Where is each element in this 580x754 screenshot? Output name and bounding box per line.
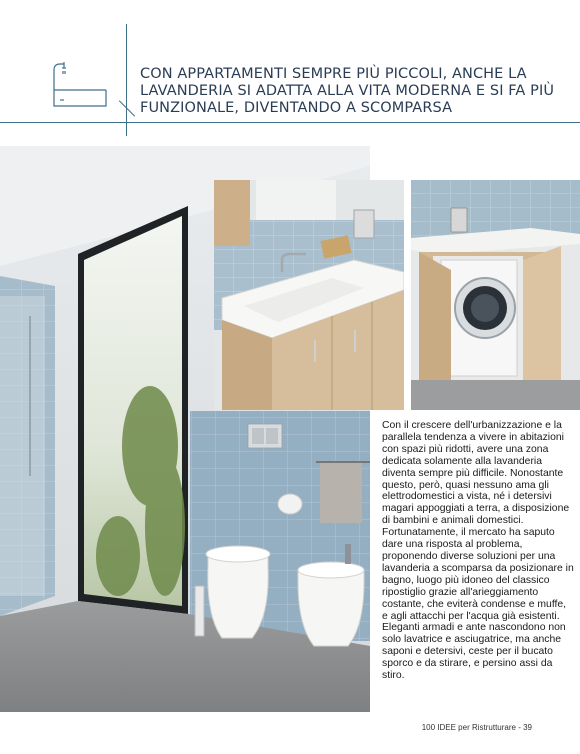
bathroom-icon [50,60,110,110]
header-vertical-rule [126,24,127,136]
header-diagonal-mark [119,100,135,116]
hidden-washer-photo [411,180,580,410]
header-rule [0,122,580,123]
laundry-sink-photo [214,180,404,410]
article-body: Con il crescere dell'urbanizzazione e la parallela tendenza a vivere in abitazioni con spazi più ridotti, avere una zona dedicata solamente alla lavanderia diventa sempre più difficile. Nonostante questo, però, quasi nessuno ama gli elettrodomestici a vista, né i detersivi magari appoggiati a terra, a disposizione di bambini e animali domestici. Fortunatamente, il mercato ha saputo dare una risposta al problema, proponendo diverse soluzioni per una lavanderia a scomparsa da posizionare in bagno, luogo più idoneo del classico ripostiglio grazie all'arieggiamento costante, che eviterà condense e muffe, e agli attacchi per l'acqua già esistenti. Eleganti armadi e ante nascondono non solo lavatrice e asciugatrice, ma anche saponi e detersivi, ceste per il bucato sporco e da stirare, e persino assi da stiro. [382,420,574,682]
page-folio: 100 IDEE per Ristrutturare - 39 [421,723,532,732]
page-headline: CON APPARTAMENTI SEMPRE PIÙ PICCOLI, ANCHE LA LAVANDERIA SI ADATTA ALLA VITA MODERNA E SI FA PIÙ FUNZIONALE, DIVENTANDO A SCOMPARSA [140,66,555,116]
